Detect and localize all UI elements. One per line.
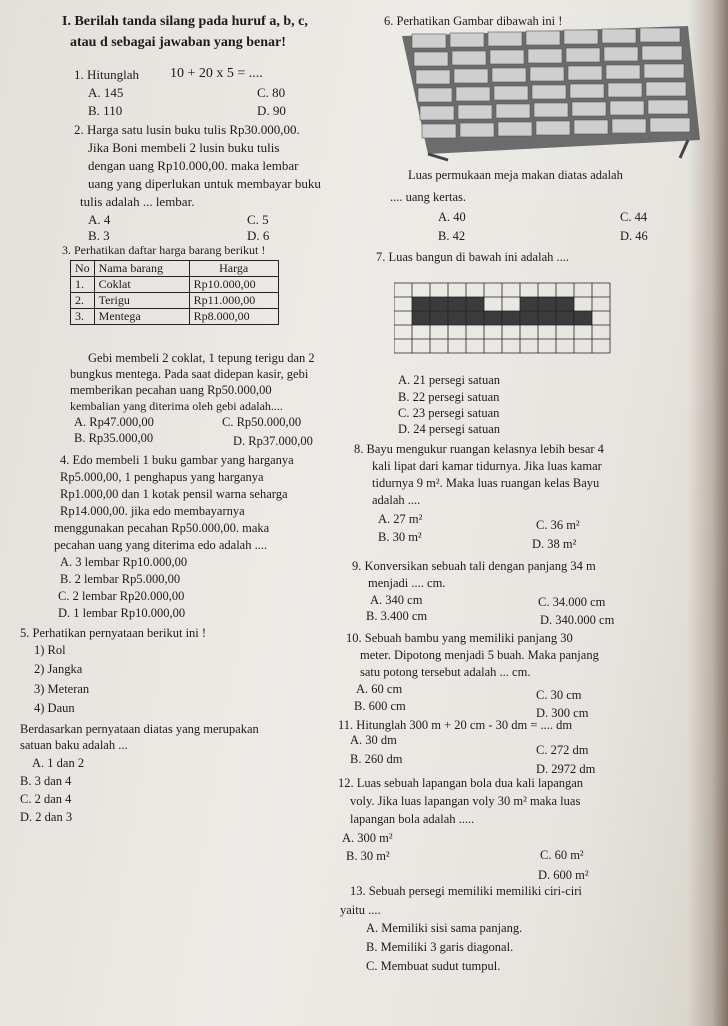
instructions-line1: I. Berilah tanda silang pada huruf a, b, c, [62,14,308,29]
q3-option-a[interactable]: A. Rp47.000,00 [74,415,154,429]
q6-line: Luas permukaan meja makan diatas adalah [408,168,623,182]
q5-option-b[interactable]: B. 3 dan 4 [20,774,72,788]
q9-line: menjadi .... cm. [368,576,446,590]
q10-line: meter. Dipotong menjadi 5 buah. Maka panjang [360,648,599,662]
price-table [70,260,279,325]
q13-line: yaitu .... [340,903,381,917]
q2-line: dengan uang Rp10.000,00. maka lembar [88,158,299,173]
q3-option-c[interactable]: C. Rp50.000,00 [222,415,302,429]
table-row [71,309,279,325]
price-table-header [71,261,279,277]
q5-line: Berdasarkan pernyataan diatas yang merupakan [20,722,259,736]
q6-option-b[interactable]: B. 42 [438,229,466,243]
q3-line: kembalian yang diterima oleh gebi adalah.... [70,399,283,413]
q9-option-b[interactable]: B. 3.400 cm [366,609,428,623]
q5-item: 2) Jangka [34,662,83,676]
q3-title: 3. Perhatikan daftar harga barang berikut ! [62,243,266,257]
q5-item: 3) Meteran [34,682,90,696]
q12-line: voly. Jika luas lapangan voly 30 m² maka luas [350,794,581,808]
q4-option-b[interactable]: B. 2 lembar Rp5.000,00 [60,572,181,586]
q2-option-b[interactable]: B. 3 [88,228,110,243]
area-grid-figure [394,282,614,356]
table-header-cell: Harga [189,261,278,277]
table-row [71,293,279,309]
q10-line: satu potong tersebut adalah ... cm. [360,665,531,679]
table-cell: Terigu [94,293,189,309]
q7-option-d[interactable]: D. 24 persegi satuan [398,422,501,436]
q1-option-d[interactable]: D. 90 [257,103,286,118]
table-cell: Rp11.000,00 [189,293,278,309]
q10-line: 10. Sebuah bambu yang memiliki panjang 30 [346,631,573,645]
q5-option-a[interactable]: A. 1 dan 2 [32,756,85,770]
q8-line: kali lipat dari kamar tidurnya. Jika luas kamar [372,459,602,473]
q6-line: .... uang kertas. [390,190,467,204]
q3-line: Gebi membeli 2 coklat, 1 tepung terigu dan 2 [88,351,315,365]
q10-option-d[interactable]: D. 300 cm [536,706,589,720]
q11-line: 11. Hitunglah 300 m + 20 cm - 30 dm = .... dm [338,718,573,732]
q5-title: 5. Perhatikan pernyataan berikut ini ! [20,626,207,640]
table-cell: Rp8.000,00 [189,309,278,325]
q2-option-c[interactable]: C. 5 [247,212,269,227]
banknote-table-photo [388,22,704,162]
q13-option-c[interactable]: C. Membuat sudut tumpul. [366,959,501,973]
q8-line: 8. Bayu mengukur ruangan kelasnya lebih besar 4 [354,442,604,456]
q8-option-b[interactable]: B. 30 m² [378,530,422,544]
q11-option-b[interactable]: B. 260 dm [350,752,403,766]
q3-option-b[interactable]: B. Rp35.000,00 [74,431,154,445]
q2-line: uang yang diperlukan untuk membayar buku [88,176,321,191]
q7-option-b[interactable]: B. 22 persegi satuan [398,390,500,404]
q11-option-d[interactable]: D. 2972 dm [536,762,596,776]
q1-option-b[interactable]: B. 110 [88,103,123,118]
q7-title: 7. Luas bangun di bawah ini adalah .... [376,250,570,264]
table-cell: 3. [71,309,95,325]
q2-option-a[interactable]: A. 4 [88,212,111,227]
q6-option-a[interactable]: A. 40 [438,210,466,224]
q13-line: 13. Sebuah persegi memiliki memiliki ciri-ciri [350,884,582,898]
q2-line: Jika Boni membeli 2 lusin buku tulis [88,140,280,155]
q3-line: memberikan pecahan uang Rp50.000,00 [70,383,272,397]
q9-option-d[interactable]: D. 340.000 cm [540,613,615,627]
q9-line: 9. Konversikan sebuah tali dengan panjang 34 m [352,559,596,573]
q9-option-c[interactable]: C. 34.000 cm [538,595,606,609]
q1-option-a[interactable]: A. 145 [88,85,124,100]
q9-option-a[interactable]: A. 340 cm [370,593,423,607]
q12-option-a[interactable]: A. 300 m² [342,831,393,845]
q13-option-b[interactable]: B. Memiliki 3 garis diagonal. [366,940,514,954]
table-cell: 1. [71,277,95,293]
q4-line: pecahan uang yang diterima edo adalah .... [54,538,268,552]
q4-line: Rp14.000,00. jika edo membayarnya [60,504,245,518]
q6-option-c[interactable]: C. 44 [620,210,648,224]
q11-option-a[interactable]: A. 30 dm [350,733,397,747]
q11-option-c[interactable]: C. 272 dm [536,743,589,757]
q5-option-d[interactable]: D. 2 dan 3 [20,810,73,824]
q12-line: 12. Luas sebuah lapangan bola dua kali lapangan [338,776,584,790]
table-cell: Mentega [94,309,189,325]
table-header-cell: Nama barang [94,261,189,277]
q1-expression: 10 + 20 x 5 = .... [170,66,263,81]
q8-line: tidurnya 9 m². Maka luas ruangan kelas Bayu [372,476,600,490]
q4-option-d[interactable]: D. 1 lembar Rp10.000,00 [58,606,186,620]
q5-item: 1) Rol [34,643,66,657]
instructions-line2: atau d sebagai jawaban yang benar! [70,35,286,50]
q4-line: Rp5.000,00, 1 penghapus yang harganya [60,470,264,484]
q6-title: 6. Perhatikan Gambar dibawah ini ! [384,14,563,28]
q12-option-b[interactable]: B. 30 m² [346,849,390,863]
q2-line: tulis adalah ... lembar. [80,194,195,209]
q10-option-a[interactable]: A. 60 cm [356,682,403,696]
q7-option-c[interactable]: C. 23 persegi satuan [398,406,500,420]
q5-line: satuan baku adalah ... [20,738,128,752]
q8-option-d[interactable]: D. 38 m² [532,537,577,551]
q2-line: 2. Harga satu lusin buku tulis Rp30.000,00. [74,122,300,137]
q8-option-c[interactable]: C. 36 m² [536,518,580,532]
q4-line: menggunakan pecahan Rp50.000,00. maka [54,521,270,535]
q10-option-c[interactable]: C. 30 cm [536,688,582,702]
q1-option-c[interactable]: C. 80 [257,85,286,100]
q12-line: lapangan bola adalah ..... [350,812,475,826]
q4-line: Rp1.000,00 dan 1 kotak pensil warna seharga [60,487,288,501]
q8-line: adalah .... [372,493,421,507]
table-cell: Coklat [94,277,189,293]
q5-item: 4) Daun [34,701,75,715]
page-shadow [688,0,728,1026]
q2-option-d[interactable]: D. 6 [247,228,270,243]
q12-option-c[interactable]: C. 60 m² [540,848,584,862]
q4-option-a[interactable]: A. 3 lembar Rp10.000,00 [60,555,188,569]
q3-line: bungkus mentega. Pada saat didepan kasir, gebi [70,367,309,381]
q12-option-d[interactable]: D. 600 m² [538,868,589,882]
q6-option-d[interactable]: D. 46 [620,229,648,243]
q5-option-c[interactable]: C. 2 dan 4 [20,792,72,806]
q13-option-a[interactable]: A. Memiliki sisi sama panjang. [366,921,523,935]
table-cell: Rp10.000,00 [189,277,278,293]
q4-option-c[interactable]: C. 2 lembar Rp20.000,00 [58,589,185,603]
q7-option-a[interactable]: A. 21 persegi satuan [398,373,501,387]
table-cell: 2. [71,293,95,309]
table-row [71,277,279,293]
table-header-cell: No [71,261,95,277]
q3-option-d[interactable]: D. Rp37.000,00 [233,434,313,448]
q10-option-b[interactable]: B. 600 cm [354,699,406,713]
q8-option-a[interactable]: A. 27 m² [378,512,423,526]
q1-stem: 1. Hitunglah [74,67,139,82]
q4-line: 4. Edo membeli 1 buku gambar yang harganya [60,453,294,467]
